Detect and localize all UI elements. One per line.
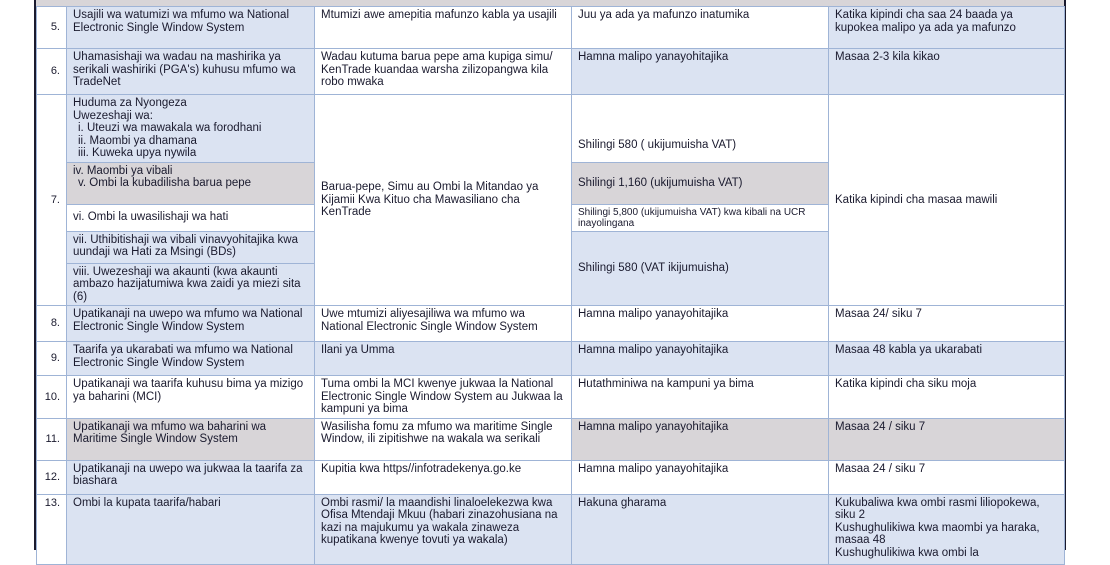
- row-number: 12.: [37, 460, 67, 494]
- charge-cell: Shilingi 5,800 (ukijumuisha VAT) kwa kibali na UCR inayolingana: [572, 204, 829, 231]
- service-cell: Uhamasishaji wa wadau na mashirika ya serikali washiriki (PGA's) kuhusu mfumo wa TradeNet: [67, 49, 315, 95]
- service-cell: [67, 263, 315, 306]
- charge-cell: Shilingi 580 ( ukijumuisha VAT): [572, 95, 829, 163]
- table-row: [37, 418, 1065, 460]
- table-row: [37, 49, 1065, 95]
- service-cell: [67, 231, 315, 263]
- list-item: i. Uteuzi wa mawakala wa forodhani: [78, 122, 262, 134]
- row-number: 13.: [37, 494, 67, 564]
- service-cell: Ombi la kupata taarifa/habari: [67, 494, 315, 564]
- table-row: [37, 460, 1065, 494]
- row-number: 10.: [37, 376, 67, 419]
- table-row: [37, 306, 1065, 342]
- row-number: 8.: [37, 306, 67, 342]
- service-cell: [67, 204, 315, 231]
- service-subtitle: Uwezeshaji wa:: [73, 109, 153, 122]
- list-item: iv. Maombi ya vibali: [73, 164, 173, 177]
- service-cell: [67, 162, 315, 204]
- charge-cell: Hamna malipo yanayohitajika: [572, 460, 829, 494]
- requirement-cell: Ombi rasmi/ la maandishi linaloelekezwa kwa Ofisa Mtendaji Mkuu (habari zinazohusiana na kazi na majukumu ya wakala zinaweza kupatikana kwenye tovuti ya wakala): [315, 494, 572, 564]
- list-item: v. Ombi la kubadilisha barua pepe: [78, 177, 252, 189]
- requirement-cell: Kupitia kwa https//infotradekenya.go.ke: [315, 460, 572, 494]
- charge-cell: Hakuna gharama: [572, 494, 829, 564]
- table-row: [37, 494, 1065, 564]
- requirement-cell: Ilani ya Umma: [315, 342, 572, 376]
- requirement-cell: Wadau kutuma barua pepe ama kupiga simu/ KenTrade kuandaa warsha zilizopangwa kila robo mwaka: [315, 49, 572, 95]
- charge-cell: Hamna malipo yanayohitajika: [572, 418, 829, 460]
- charge-cell: Hamna malipo yanayohitajika: [572, 342, 829, 376]
- list-item: viii. Uwezeshaji wa akaunti (kwa akaunti ambazo hazijatumiwa kwa zaidi ya miezi sita (6): [73, 265, 301, 303]
- charge-cell: Hutathminiwa na kampuni ya bima: [572, 376, 829, 419]
- list-item: vi. Ombi la uwasilishaji wa hati: [73, 211, 229, 224]
- timeline-cell: Masaa 24/ siku 7: [829, 306, 1065, 342]
- requirement-cell: Mtumizi awe amepitia mafunzo kabla ya usajili: [315, 7, 572, 49]
- timeline-cell: Masaa 2-3 kila kikao: [829, 49, 1065, 95]
- timeline-line: Kukubaliwa kwa ombi rasmi liliopokewa, siku 2: [835, 496, 1040, 521]
- service-cell: Upatikanaji wa mfumo wa baharini wa Maritime Single Window System: [67, 418, 315, 460]
- timeline-cell: Masaa 24 / siku 7: [829, 460, 1065, 494]
- timeline-line: Kushughulikiwa kwa ombi la: [835, 546, 979, 559]
- timeline-cell: Katika kipindi cha siku moja: [829, 376, 1065, 419]
- requirement-cell: Uwe mtumizi aliyesajiliwa wa mfumo wa National Electronic Single Window System: [315, 306, 572, 342]
- requirement-cell: Tuma ombi la MCI kwenye jukwaa la National Electronic Single Window System au Jukwaa la kampuni ya bima: [315, 376, 572, 419]
- list-item: iii. Kuweka upya nywila: [78, 147, 197, 159]
- row-number: 9.: [37, 342, 67, 376]
- service-cell: Taarifa ya ukarabati wa mfumo wa National Electronic Single Window System: [67, 342, 315, 376]
- list-item: vii. Uthibitishaji wa vibali vinavyohitajika kwa uundaji wa Hati za Msingi (BDs): [73, 233, 298, 258]
- row-number: 7.: [37, 95, 67, 306]
- charge-cell: Shilingi 580 (VAT ikijumuisha): [572, 231, 829, 306]
- timeline-cell: [829, 494, 1065, 564]
- requirement-cell: Barua-pepe, Simu au Ombi la Mitandao ya Kijamii Kwa Kituo cha Mawasiliano cha KenTrade: [315, 95, 572, 306]
- table-row: [37, 7, 1065, 49]
- charge-cell: Hamna malipo yanayohitajika: [572, 49, 829, 95]
- charge-cell: Shilingi 1,160 (ukijumuisha VAT): [572, 162, 829, 204]
- service-cell: [67, 95, 315, 163]
- timeline-cell: Katika kipindi cha saa 24 baada ya kupokea malipo ya ada ya mafunzo: [829, 7, 1065, 49]
- service-cell: Upatikanaji na uwepo wa jukwaa la taarifa za biashara: [67, 460, 315, 494]
- row-number: 11.: [37, 418, 67, 460]
- row-number: 5.: [37, 7, 67, 49]
- requirement-cell: Wasilisha fomu za mfumo wa maritime Single Window, ili zipitishwe na wakala wa serikali: [315, 418, 572, 460]
- service-cell: Upatikanaji wa taarifa kuhusu bima ya mizigo ya baharini (MCI): [67, 376, 315, 419]
- timeline-cell: Masaa 24 / siku 7: [829, 418, 1065, 460]
- timeline-cell: Katika kipindi cha masaa mawili: [829, 95, 1065, 306]
- service-cell: Upatikanaji na uwepo wa mfumo wa National Electronic Single Window System: [67, 306, 315, 342]
- charge-cell: Juu ya ada ya mafunzo inatumika: [572, 7, 829, 49]
- service-title: Huduma za Nyongeza: [73, 97, 187, 109]
- charge-cell: Hamna malipo yanayohitajika: [572, 306, 829, 342]
- table-row: [37, 95, 1065, 163]
- list-item: ii. Maombi ya dhamana: [78, 134, 197, 147]
- row-number: 6.: [37, 49, 67, 95]
- timeline-cell: Masaa 48 kabla ya ukarabati: [829, 342, 1065, 376]
- service-charter-table: [36, 6, 1065, 565]
- timeline-line: Kushughulikiwa kwa maombi ya haraka, masaa 48: [835, 521, 1040, 546]
- table-row: [37, 376, 1065, 419]
- table-row: [37, 342, 1065, 376]
- service-cell: Usajili wa watumizi wa mfumo wa National Electronic Single Window System: [67, 7, 315, 49]
